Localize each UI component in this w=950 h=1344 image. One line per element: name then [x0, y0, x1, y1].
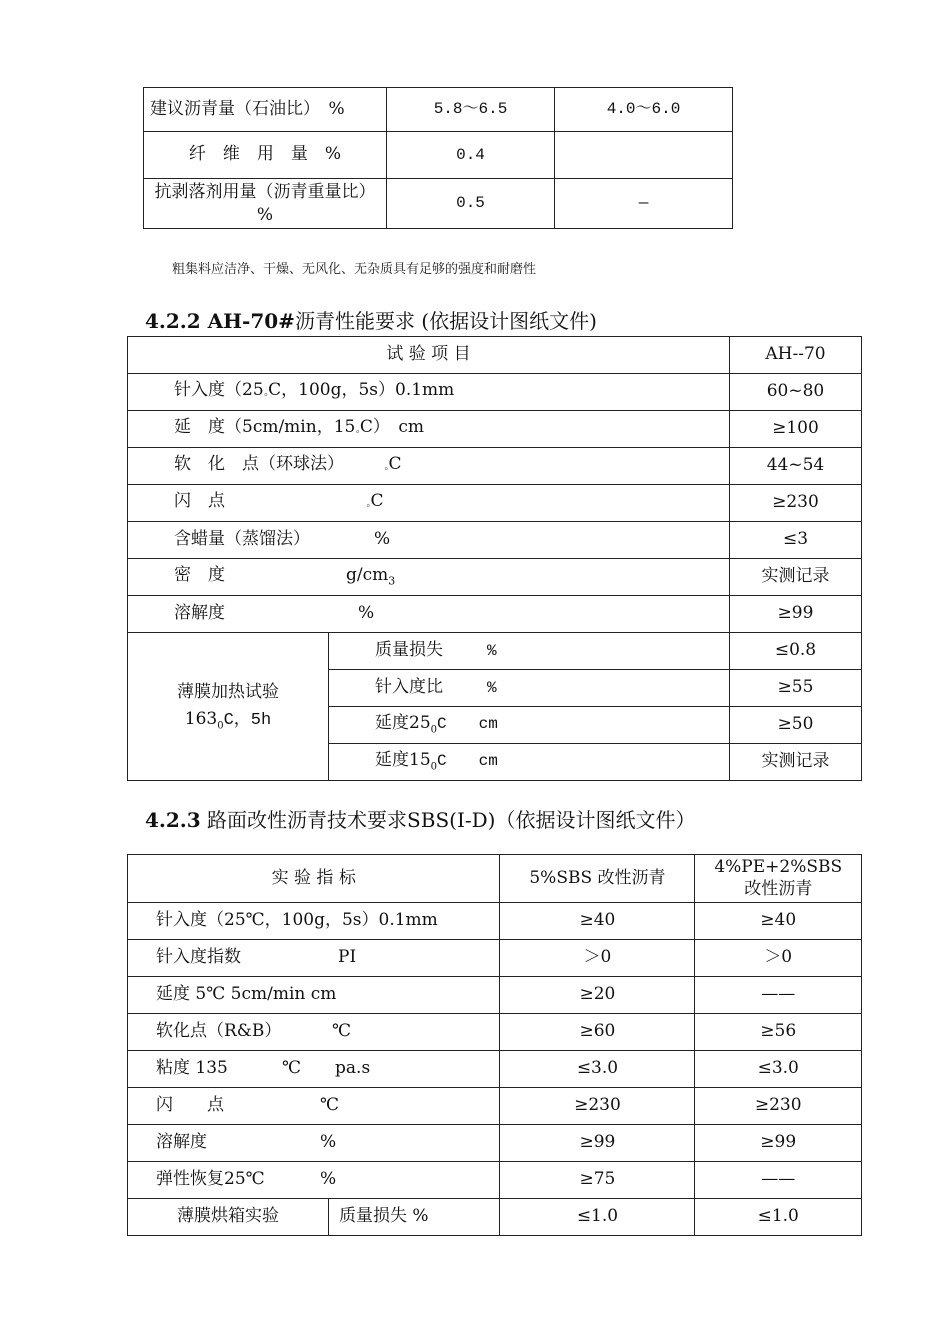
table-header-row [128, 337, 862, 374]
table-row [128, 1199, 862, 1236]
sub-item: 延度$25_0C$ cm [329, 707, 730, 744]
table-row [128, 977, 862, 1014]
value-sbs: ≥75 [500, 1162, 695, 1199]
table-row [144, 179, 733, 229]
cell-value [555, 132, 733, 179]
value-sbs: ≥60 [500, 1014, 695, 1051]
table-row [128, 596, 862, 633]
value-pe-sbs: ≤1.0 [695, 1199, 862, 1236]
test-item: 延度 5℃ 5cm/min cm [128, 977, 500, 1014]
test-item: 闪 点 ℃ [128, 1088, 500, 1125]
test-value: ≥50 [729, 707, 861, 744]
test-value: ≥100 [729, 411, 861, 448]
table-row [128, 411, 862, 448]
value-sbs: ≤3.0 [500, 1051, 695, 1088]
row-label: 抗剥落剂用量（沥青重量比）% [144, 179, 387, 229]
table-row [128, 940, 862, 977]
ah70-requirements-table [127, 336, 862, 781]
test-value: ≤0.8 [729, 633, 861, 670]
value-pe-sbs: ≥56 [695, 1014, 862, 1051]
section-number: 4.2.2 AH-70# [145, 309, 295, 333]
tfot-label: 薄膜加热试验 $163_0C$，5h [128, 633, 329, 781]
value-pe-sbs: ＞0 [695, 940, 862, 977]
test-item: 闪 点 $^\circ$C [128, 485, 730, 522]
cell-value: 0.4 [387, 132, 555, 179]
test-item: 含蜡量（蒸馏法） % [128, 522, 730, 559]
test-item: 密 度 $g/cm_3$ [128, 559, 730, 596]
row-label: 建议沥青量（石油比） % [144, 88, 387, 132]
test-item: 弹性恢复25℃ % [128, 1162, 500, 1199]
test-item: 粘度 135 ℃ pa.s [128, 1051, 500, 1088]
header-col1: 5%SBS 改性沥青 [500, 855, 695, 903]
section-title: 路面改性沥青技术要求SBS(I-D)（依据设计图纸文件） [200, 808, 696, 832]
table-row [144, 88, 733, 132]
test-item: 针入度（25℃，100g，5s）0.1mm [128, 903, 500, 940]
table-header-row [128, 855, 862, 903]
header-col2: 4%PE+2%SBS 改性沥青 [695, 855, 862, 903]
sub-item: 质量损失 % [329, 633, 730, 670]
test-item: 针入度指数 PI [128, 940, 500, 977]
section-title: 沥青性能要求 [294, 309, 415, 333]
header-value: AH--70 [729, 337, 861, 374]
table-row [144, 132, 733, 179]
section-number: 4.2.3 [145, 808, 201, 832]
table-row [128, 522, 862, 559]
table-row [128, 1125, 862, 1162]
test-value: 实测记录 [729, 744, 861, 781]
test-item: 针入度（$25^\circ C$，100g，5s）0.1mm [128, 374, 730, 411]
section-title-paren: (依据设计图纸文件) [414, 309, 597, 333]
test-item: 软化点（R&B） ℃ [128, 1014, 500, 1051]
value-sbs: ≤1.0 [500, 1199, 695, 1236]
table-row [128, 1162, 862, 1199]
table-row [128, 633, 862, 670]
header-item: 实 验 指 标 [128, 855, 500, 903]
sub-item: 针入度比 % [329, 670, 730, 707]
value-pe-sbs: —— [695, 977, 862, 1014]
test-value: 实测记录 [729, 559, 861, 596]
test-item: 溶解度 % [128, 1125, 500, 1162]
value-pe-sbs: ≥99 [695, 1125, 862, 1162]
mix-design-table [143, 87, 733, 229]
sbs-requirements-table [127, 854, 862, 1236]
row-label: 纤 维 用 量 % [144, 132, 387, 179]
test-value: ≥55 [729, 670, 861, 707]
cell-value: 5.8～6.5 [387, 88, 555, 132]
section-heading-423 [145, 804, 695, 833]
test-value: ≤3 [729, 522, 861, 559]
table-row [128, 1051, 862, 1088]
header-item: 试 验 项 目 [128, 337, 730, 374]
value-sbs: ≥40 [500, 903, 695, 940]
table-row [128, 1014, 862, 1051]
value-sbs: ＞0 [500, 940, 695, 977]
test-item: 延 度（5cm/min，$15^\circ C$） cm [128, 411, 730, 448]
test-value: 60~80 [729, 374, 861, 411]
test-value: ≥230 [729, 485, 861, 522]
test-item: 软 化 点（环球法） $^\circ$C [128, 448, 730, 485]
test-value: ≥99 [729, 596, 861, 633]
aggregate-note: 粗集料应洁净、干燥、无风化、无杂质具有足够的强度和耐磨性 [172, 262, 537, 277]
value-sbs: ≥99 [500, 1125, 695, 1162]
value-pe-sbs: ≥40 [695, 903, 862, 940]
cell-value: — [555, 179, 733, 229]
value-pe-sbs: ≥230 [695, 1088, 862, 1125]
table-row [128, 1088, 862, 1125]
value-sbs: ≥230 [500, 1088, 695, 1125]
cell-value: 4.0～6.0 [555, 88, 733, 132]
test-value: 44~54 [729, 448, 861, 485]
table-row [128, 903, 862, 940]
sub-item: 延度$15_0C$ cm [329, 744, 730, 781]
test-item: 溶解度 % [128, 596, 730, 633]
table-row [128, 374, 862, 411]
sub-item: 质量损失 % [329, 1199, 500, 1236]
value-sbs: ≥20 [500, 977, 695, 1014]
rtfot-label: 薄膜烘箱实验 [128, 1199, 329, 1236]
value-pe-sbs: —— [695, 1162, 862, 1199]
table-row [128, 448, 862, 485]
value-pe-sbs: ≤3.0 [695, 1051, 862, 1088]
table-row [128, 485, 862, 522]
table-row [128, 559, 862, 596]
section-heading-422 [145, 305, 597, 334]
cell-value: 0.5 [387, 179, 555, 229]
